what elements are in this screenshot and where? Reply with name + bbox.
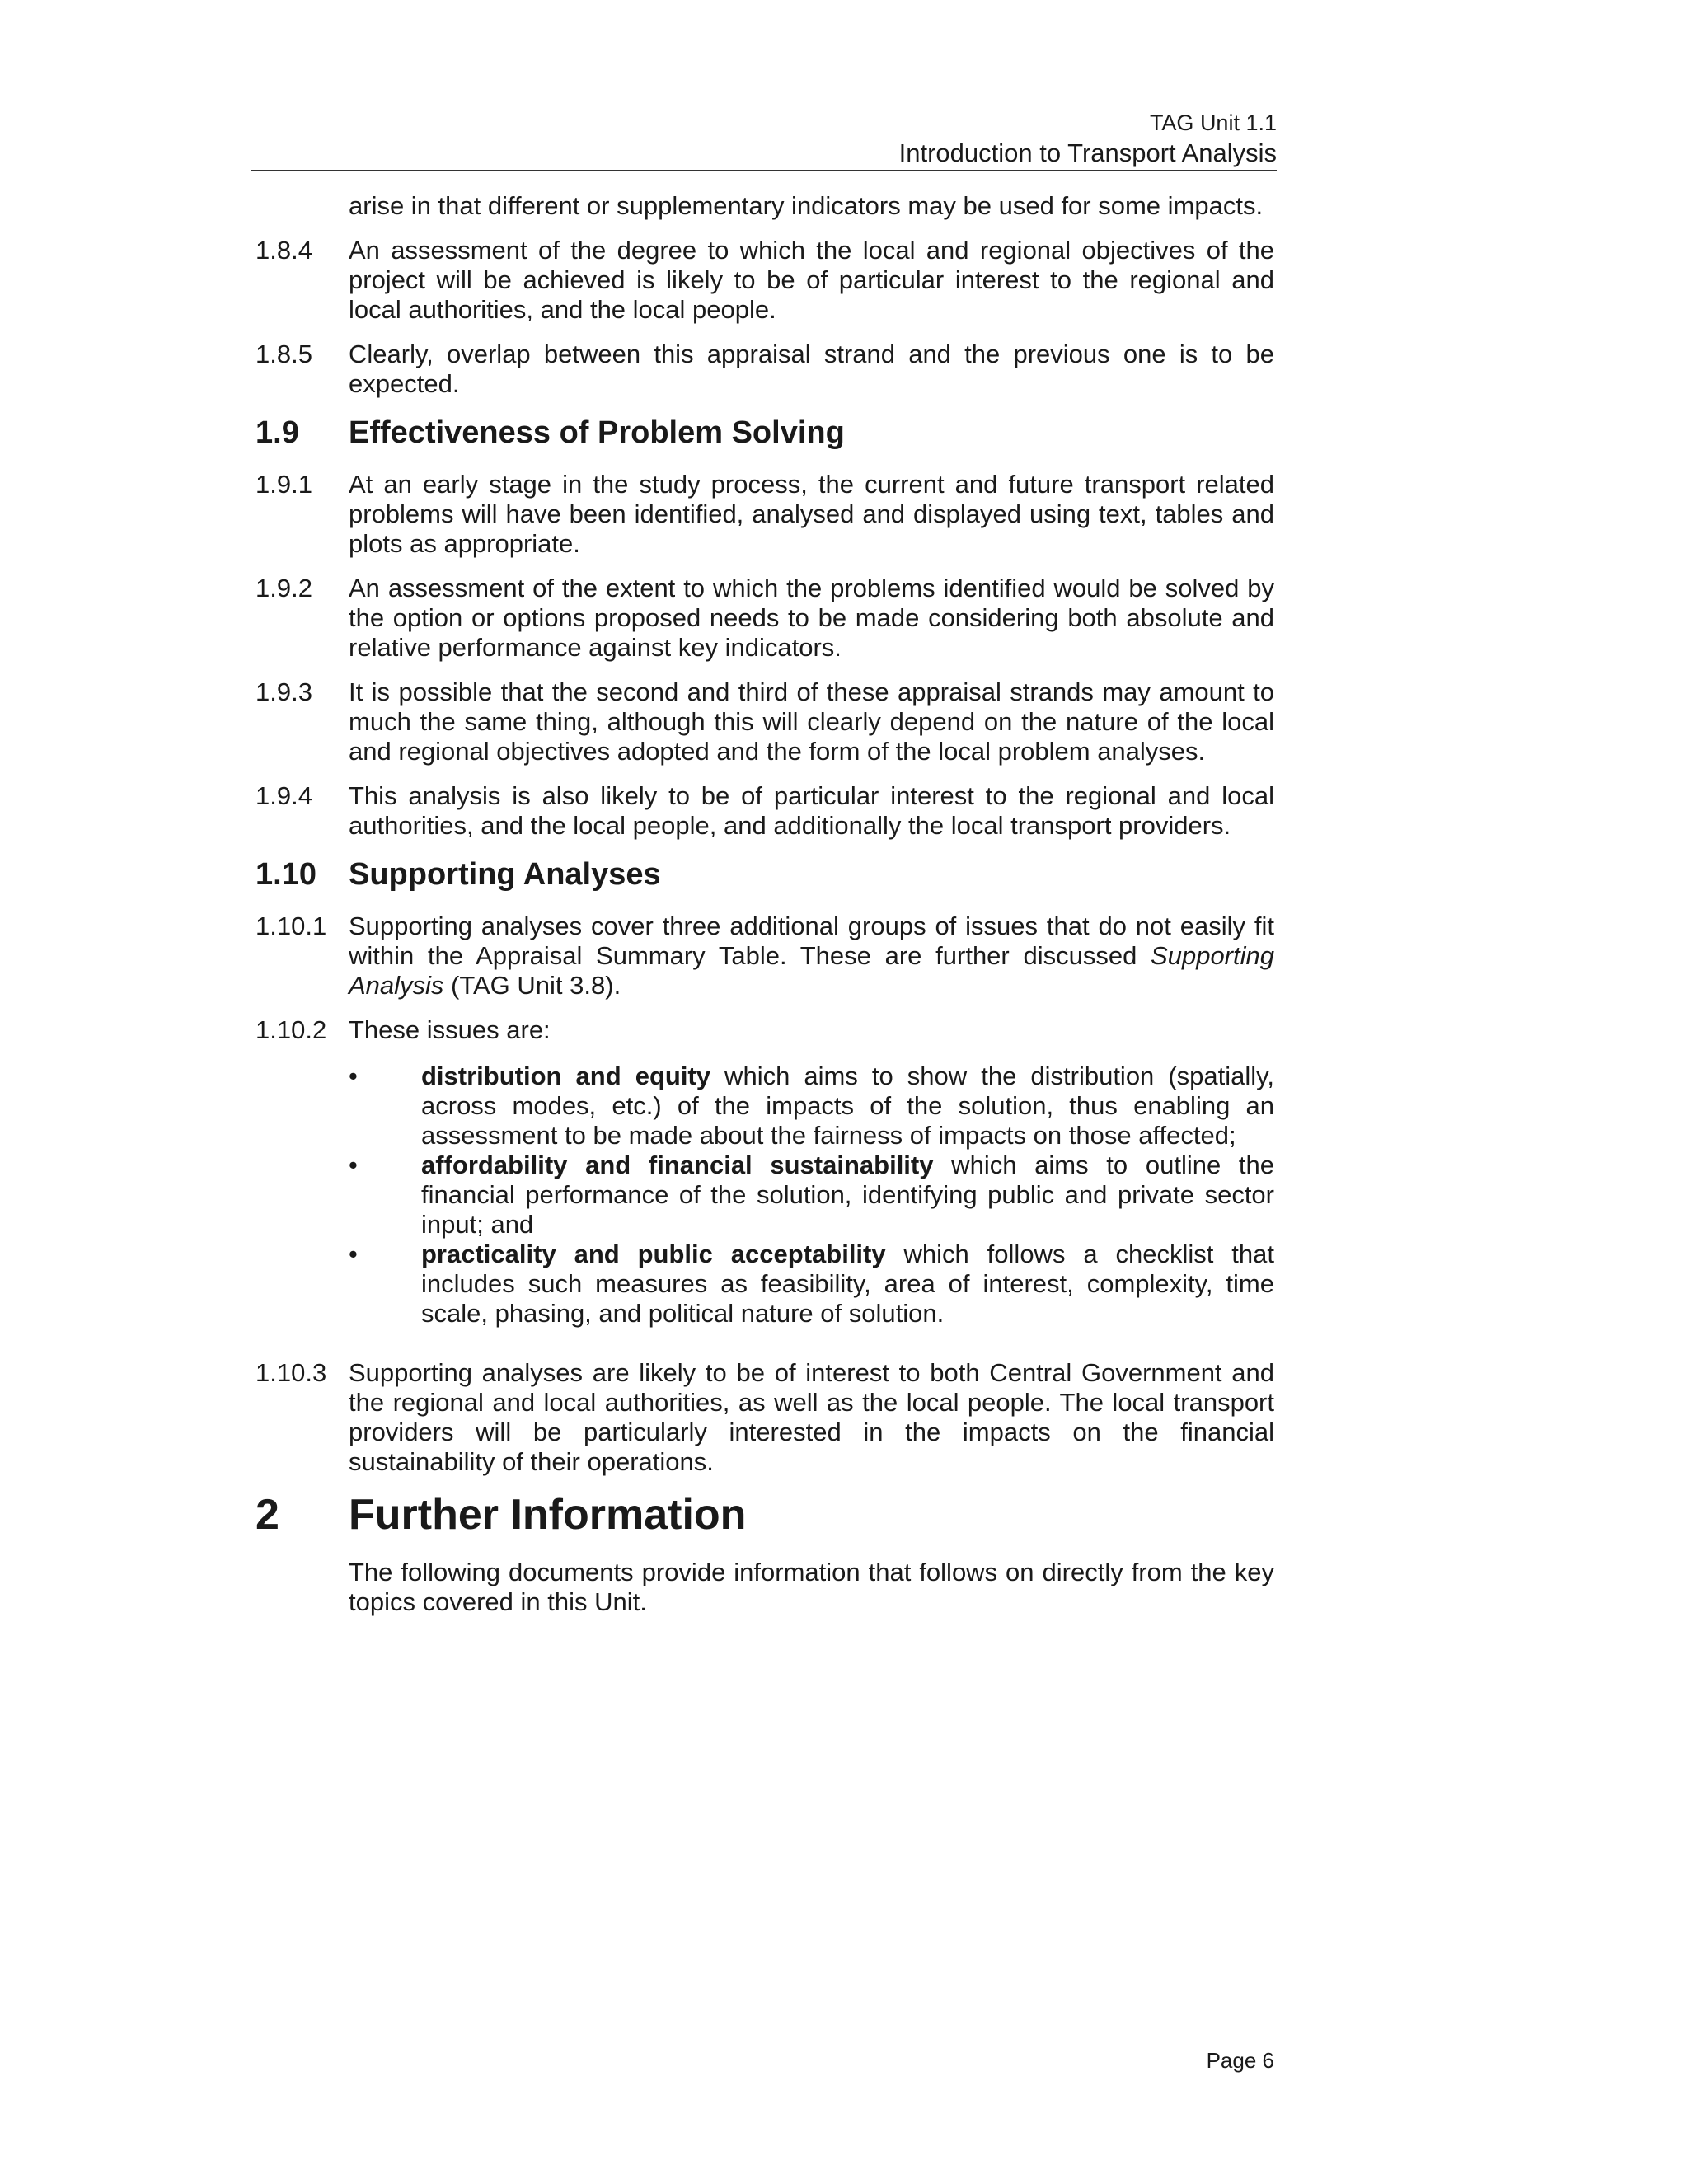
paragraph-text: It is possible that the second and third of these appraisal strands may amount to much the same thing, although this will clearly depend on the nature of the local and regional objectives adopted and the form of the local problem analyses. [349,677,1274,766]
document-reference: Supporting Analysis [349,941,1274,1000]
bullet-icon: • [349,1151,358,1179]
list-item-description: which aims to outline the financial performance of the solution, identifying public and private sector input; and [421,1151,1274,1239]
paragraph-text: An assessment of the extent to which the problems identified would be solved by the option or options proposed needs to be made considering both absolute and relative performance against key indicators. [349,574,1274,662]
list-item [349,1151,1274,1240]
section-heading-1-10 [256,855,1274,893]
running-header [251,109,1277,170]
paragraph-number: 1.10.2 [256,1015,327,1044]
list-item-description: which aims to show the distribution (spatially, across modes, etc.) of the impacts of the solution, thus enabling an assessment to be made about the fairness of impacts on those affected; [421,1062,1274,1150]
paragraph-text [349,912,1274,1001]
paragraph-number: 1.9.1 [256,470,312,499]
paragraph-text: Clearly, overlap between this appraisal strand and the previous one is to be expected. [349,340,1274,398]
issues-list [256,1062,1274,1329]
paragraph-1-8-4 [256,236,1274,325]
section-title: Supporting Analyses [349,857,661,892]
paragraph-text: This analysis is also likely to be of particular interest to the regional and local authorities, and the local people, and additionally the local transport providers. [349,781,1274,840]
paragraph-number: 1.10.1 [256,912,327,940]
list-item-term: affordability and financial sustainability [421,1151,934,1179]
bullet-icon: • [349,1062,358,1090]
paragraph-1-10-1 [256,912,1274,1001]
list-item-text [421,1062,1274,1151]
section-number: 1.9 [256,415,299,450]
section-heading-1-9 [256,414,1274,452]
section-number: 1.10 [256,857,316,892]
paragraph-number: 1.8.4 [256,236,312,265]
paragraph-1-9-1 [256,470,1274,559]
list-item-description: which follows a checklist that includes such measures as feasibility, area of interest, complexity, time scale, phasing, and political nature of solution. [421,1240,1274,1328]
paragraph-1-9-4 [256,781,1274,841]
chapter-number: 2 [256,1491,279,1539]
paragraph-1-9-2 [256,574,1274,663]
paragraph-1-8-5 [256,340,1274,399]
paragraph-text: arise in that different or supplementary indicators may be used for some impacts. [349,191,1264,220]
bullet-icon: • [349,1240,358,1268]
list-item-text [421,1240,1274,1329]
list-item-text [421,1151,1274,1240]
document-body [256,191,1274,1617]
paragraph-text: These issues are: [349,1015,551,1044]
paragraph-text: An assessment of the degree to which the local and regional objectives of the project will be achieved is likely to be of particular interest to the regional and local authorities, and the local people. [349,236,1274,324]
list-item-term: practicality and public acceptability [421,1240,886,1268]
page-number: Page 6 [1206,2048,1274,2073]
paragraph-text: At an early stage in the study process, the current and future transport related problems will have been identified, analysed and displayed using text, tables and plots as appropriate. [349,470,1274,558]
list-item-term: distribution and equity [421,1062,710,1090]
list-item [349,1062,1274,1151]
header-unit: TAG Unit 1.1 [1149,110,1277,135]
paragraph-1-10-3 [256,1358,1274,1477]
paragraph-number: 1.9.2 [256,574,312,602]
paragraph-number: 1.9.4 [256,781,312,810]
chapter-heading-2 [256,1490,1274,1540]
paragraph-1-9-3 [256,677,1274,766]
paragraph-number: 1.9.3 [256,677,312,706]
paragraph-text-part: (TAG Unit 3.8). [443,971,621,1000]
chapter-title: Further Information [349,1491,747,1539]
header-divider [251,170,1277,171]
paragraph-1-10-2 [256,1015,1274,1045]
header-title: Introduction to Transport Analysis [898,138,1277,167]
paragraph-text-part: Supporting analyses cover three additional groups of issues that do not easily fit within the Appraisal Summary Table. These are further discussed [349,912,1274,970]
paragraph-text: The following documents provide information that follows on directly from the key topics covered in this Unit. [349,1558,1274,1616]
list-item [349,1240,1274,1329]
paragraph-text: Supporting analyses are likely to be of interest to both Central Government and the regional and local authorities, as well as the local people. The local transport providers will be particularly interested in the impacts on the financial sustainability of their operations. [349,1358,1274,1476]
paragraph-number: 1.10.3 [256,1358,327,1387]
paragraph-further-information [256,1558,1274,1617]
section-title: Effectiveness of Problem Solving [349,415,845,450]
paragraph-continuation [256,191,1274,221]
paragraph-number: 1.8.5 [256,340,312,368]
